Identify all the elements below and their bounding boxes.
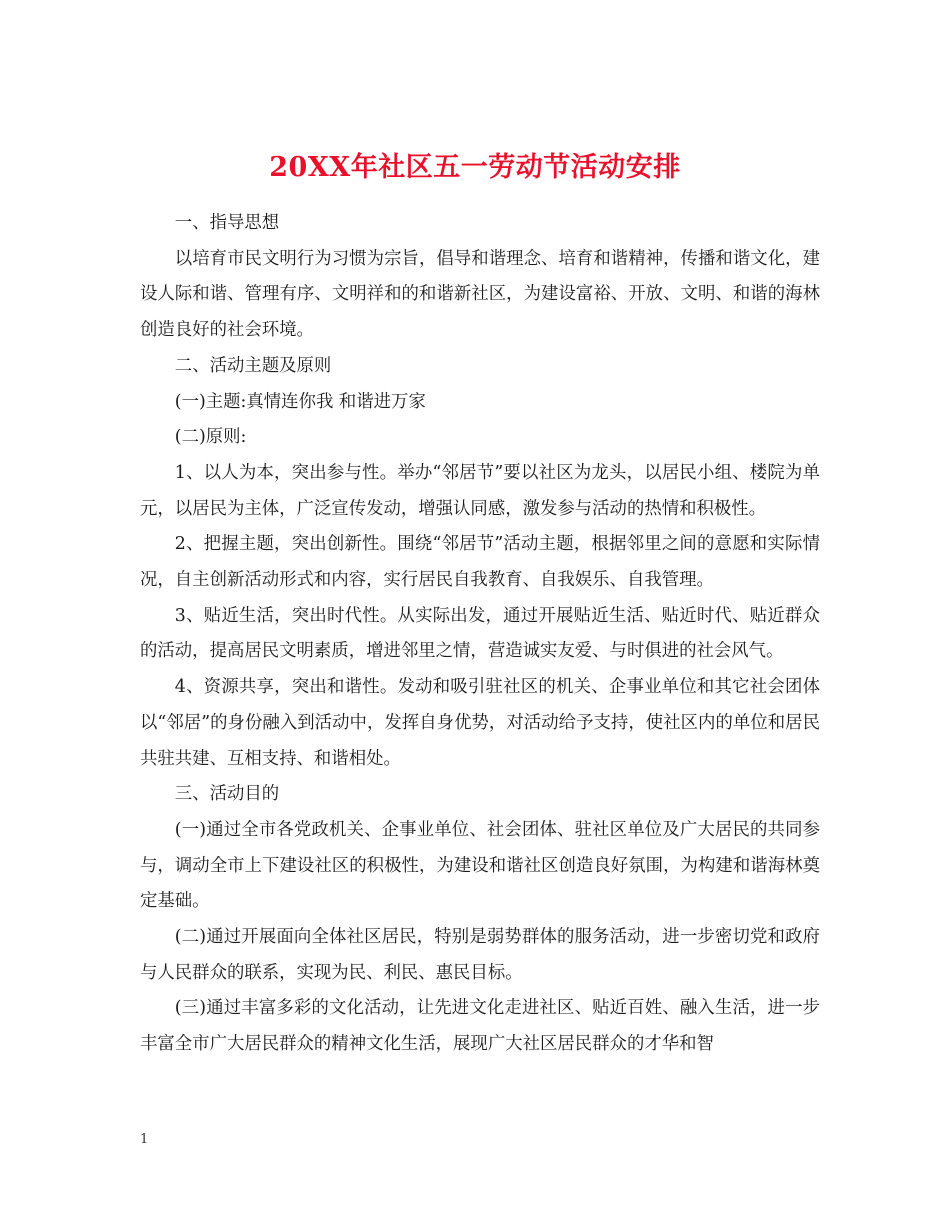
section-heading-purpose: 三、活动目的 bbox=[174, 784, 280, 805]
page-number: 1 bbox=[140, 1132, 149, 1147]
paragraph-purpose-3: (三)通过丰富多彩的文化活动，让先进文化走进社区、贴近百姓、融入生活，进一步丰富全市广大居民群众的精神文化生活，展现广大社区居民群众的才华和智 bbox=[140, 998, 820, 1055]
document-body bbox=[140, 206, 820, 1063]
section-heading-theme-principles: 二、活动主题及原则 bbox=[174, 355, 332, 376]
paragraph-purpose-1: (一)通过全市各党政机关、企事业单位、社会团体、驻社区单位及广大居民的共同参与，调动全市上下建设社区的积极性，为建设和谐社区创造良好氛围，为构建和谐海林奠定基础。 bbox=[140, 819, 820, 912]
paragraph-principle-3: 3、贴近生活，突出时代性。从实际出发，通过开展贴近生活、贴近时代、贴近群众的活动，提高居民文明素质，增进邻里之情，营造诚实友爱、与时俱进的社会风气。 bbox=[140, 605, 820, 662]
paragraph-principles-heading: (二)原则: bbox=[174, 427, 247, 448]
paragraph-principle-4: 4、资源共享，突出和谐性。发动和吸引驻社区的机关、企事业单位和其它社会团体以“邻居”的身份融入到活动中，发挥自身优势，对活动给予支持，使社区内的单位和居民共驻共建、互相支持、和谐相处。 bbox=[140, 677, 820, 769]
paragraph-purpose-2: (二)通过开展面向全体社区居民，特别是弱势群体的服务活动，进一步密切党和政府与人民群众的联系，实现为民、利民、惠民目标。 bbox=[140, 927, 820, 983]
section-heading-guiding-thought: 一、指导思想 bbox=[174, 213, 280, 233]
paragraph-guiding-thought: 以培育市民文明行为习惯为宗旨，倡导和谐理念、培育和谐精神，传播和谐文化，建设人际和谐、管理有序、文明祥和的和谐新社区，为建设富裕、开放、文明、和谐的海林创造良好的社会环境。 bbox=[140, 248, 820, 341]
document-title: 20XX年社区五一劳动节活动安排 bbox=[269, 152, 681, 184]
paragraph-principle-2: 2、把握主题，突出创新性。围绕“邻居节”活动主题，根据邻里之间的意愿和实际情况，自主创新活动形式和内容，实行居民自我教育、自我娱乐、自我管理。 bbox=[140, 534, 820, 591]
paragraph-principle-1: 1、以人为本，突出参与性。举办“邻居节”要以社区为龙头，以居民小组、楼院为单元，以居民为主体，广泛宣传发动，增强认同感，激发参与活动的热情和积极性。 bbox=[140, 462, 820, 519]
paragraph-theme: (一)主题:真情连你我 和谐进万家 bbox=[174, 391, 426, 412]
